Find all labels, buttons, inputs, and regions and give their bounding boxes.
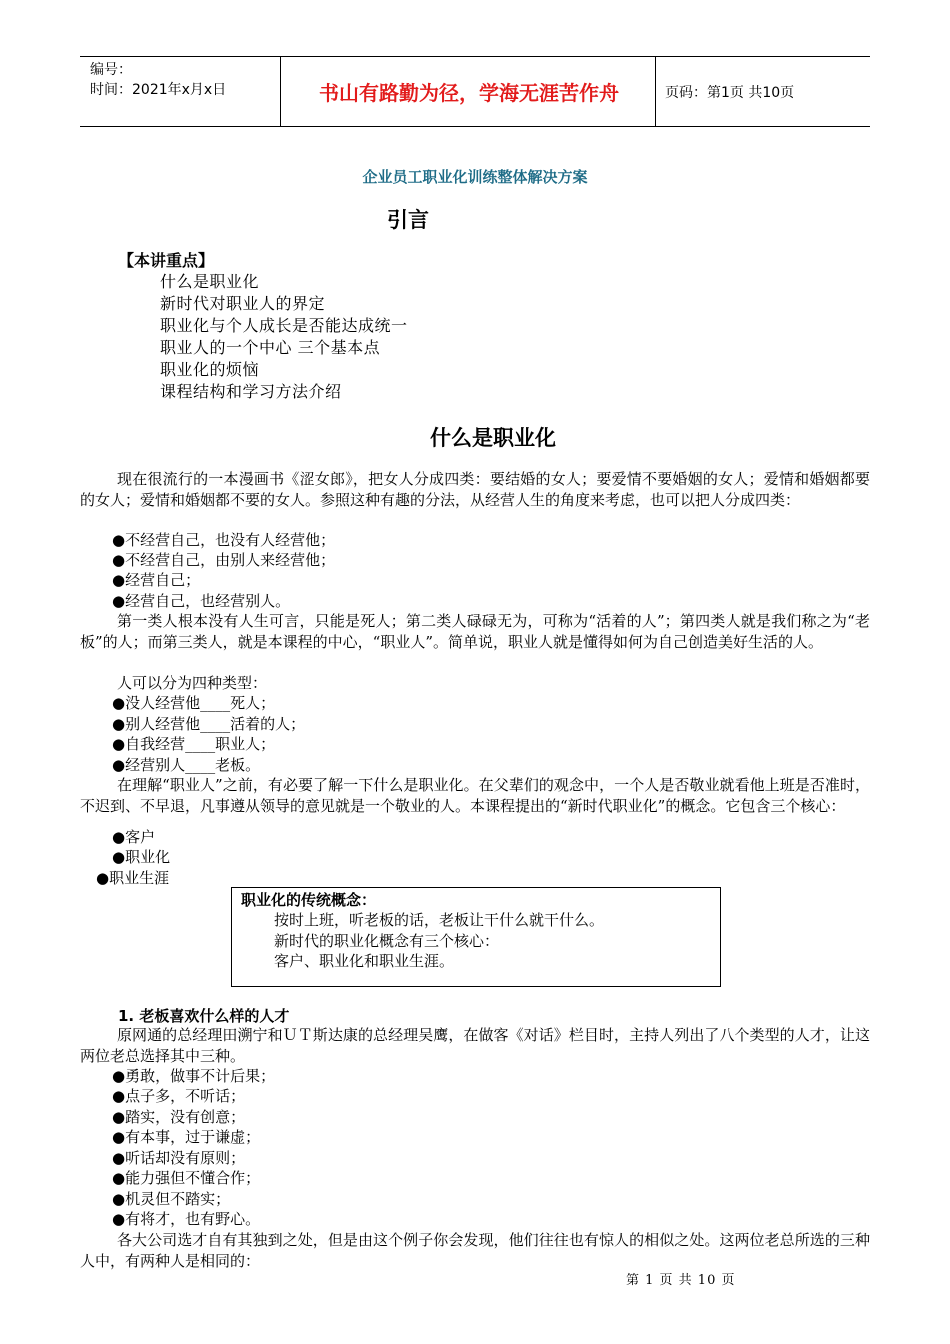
page-header xyxy=(80,56,870,127)
bullet-item: ●经营自己； xyxy=(112,571,201,589)
bullet-item: ●自我经营____职业人； xyxy=(112,735,276,753)
header-motto: 书山有路勤为径，学海无涯苦作舟 xyxy=(319,81,619,105)
concept-box-line: 客户、职业化和职业生涯。 xyxy=(274,952,455,970)
bullet-item: ●不经营自己，也没有人经营他； xyxy=(112,531,336,549)
header-divider xyxy=(655,57,656,126)
intro-heading: 引言 xyxy=(387,208,429,232)
concept-box xyxy=(231,887,721,987)
header-page-info: 页码：第1页 共10页 xyxy=(665,84,795,101)
bullet-item: ●听话却没有原则； xyxy=(112,1149,246,1167)
page-footer: 第 1 页 共 10 页 xyxy=(626,1273,736,1288)
header-meta xyxy=(90,60,226,100)
bullet-item: ●踏实，没有创意； xyxy=(112,1108,246,1126)
bullet-item: ●不经营自己，由别人来经营他； xyxy=(112,551,336,569)
paragraph: 各大公司选才自有其独到之处，但是由这个例子你会发现，他们往往也有惊人的相似之处。这两位老总所选的三种人中，有两种人是相同的： xyxy=(80,1231,870,1270)
bullet-item: ●职业化 xyxy=(112,848,171,866)
bullet-item: ●经营别人____老板。 xyxy=(112,756,261,774)
document-title: 企业员工职业化训练整体解决方案 xyxy=(362,168,588,186)
bullet-item: ●经营自己，也经营别人。 xyxy=(112,592,291,610)
key-point-item: 什么是职业化 xyxy=(160,272,260,291)
bullet-item: ●机灵但不踏实； xyxy=(112,1190,231,1208)
key-point-item: 课程结构和学习方法介绍 xyxy=(160,382,342,401)
subsection-heading: 1. 老板喜欢什么样的人才 xyxy=(118,1007,290,1025)
key-point-item: 职业化的烦恼 xyxy=(160,360,260,379)
paragraph: 原网通的总经理田溯宁和ＵＴ斯达康的总经理吴鹰，在做客《对话》栏目时，主持人列出了八个类型的人才，让这两位老总选择其中三种。 xyxy=(80,1026,870,1065)
section-heading: 什么是职业化 xyxy=(430,426,556,450)
concept-box-line: 新时代的职业化概念有三个核心： xyxy=(274,932,500,950)
header-divider xyxy=(280,57,281,126)
paragraph: 人可以分为四种类型： xyxy=(117,674,268,692)
number-label: 编号： xyxy=(90,62,132,78)
key-point-item: 职业人的一个中心 三个基本点 xyxy=(160,338,381,357)
bullet-item: ●能力强但不懂合作； xyxy=(112,1169,261,1187)
bullet-item: ●点子多，不听话； xyxy=(112,1087,246,1105)
bullet-item: ●别人经营他____活着的人； xyxy=(112,715,306,733)
bullet-item: ●职业生涯 xyxy=(96,869,170,887)
key-point-item: 新时代对职业人的界定 xyxy=(160,294,326,313)
concept-box-line: 按时上班，听老板的话，老板让干什么就干什么。 xyxy=(274,911,605,929)
bullet-item: ●有本事，过于谦虚； xyxy=(112,1128,261,1146)
key-points-list xyxy=(160,271,408,403)
time-label: 时间：2021年x月x日 xyxy=(90,82,227,98)
bullet-item: ●客户 xyxy=(112,828,156,846)
key-points-label: 【本讲重点】 xyxy=(118,251,215,270)
bullet-item: ●没人经营他____死人； xyxy=(112,694,276,712)
paragraph: 在理解“职业人”之前，有必要了解一下什么是职业化。在父辈们的观念中，一个人是否敬业就看他上班是否准时，不迟到、不早退，凡事遵从领导的意见就是一个敬业的人。本课程提出的“新时代职业化”的概念。它包含三个核心： xyxy=(80,776,870,815)
bullet-item: ●有将才，也有野心。 xyxy=(112,1210,261,1228)
key-point-item: 职业化与个人成长是否能达成统一 xyxy=(160,316,408,335)
concept-box-title: 职业化的传统概念： xyxy=(241,891,377,909)
paragraph: 现在很流行的一本漫画书《涩女郎》，把女人分成四类：要结婚的女人；要爱情不要婚姻的女人；爱情和婚姻都要的女人；爱情和婚姻都不要的女人。参照这种有趣的分法，从经营人生的角度来考虑，也可以把人分成四类： xyxy=(80,470,870,509)
paragraph: 第一类人根本没有人生可言，只能是死人；第二类人碌碌无为，可称为“活着的人”；第四类人就是我们称之为“老板”的人；而第三类人，就是本课程的中心，“职业人”。简单说，职业人就是懂得如何为自己创造美好生活的人。 xyxy=(80,612,870,651)
bullet-item: ●勇敢，做事不计后果； xyxy=(112,1067,276,1085)
